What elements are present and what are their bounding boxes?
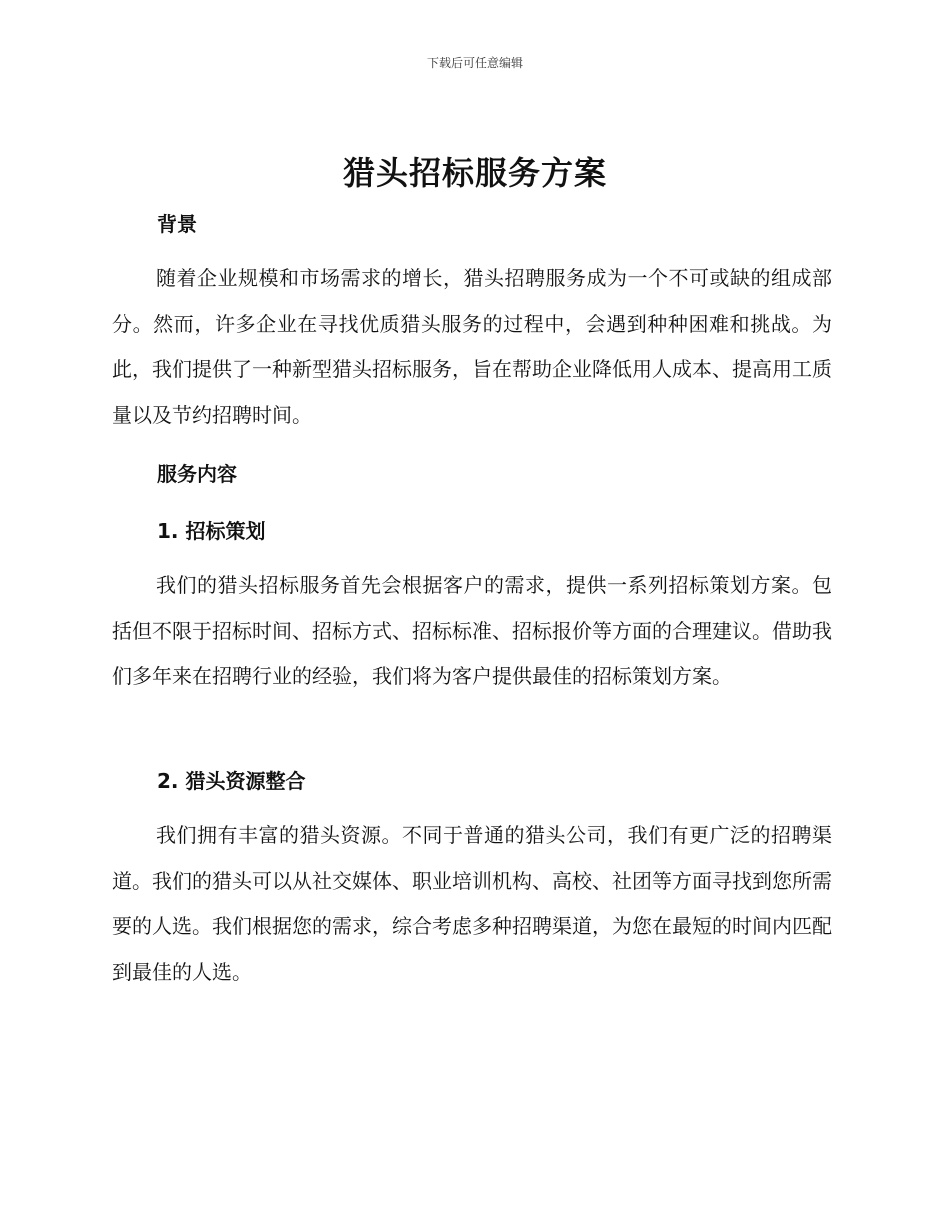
paragraph-bidding-planning: 我们的猎头招标服务首先会根据客户的需求，提供一系列招标策划方案。包括但不限于招标时间、招标方式、招标标准、招标报价等方面的合理建议。借助我们多年来在招聘行业的经验，我们将为客户提供最佳的招标策划方案。 — [112, 573, 832, 688]
paragraph-resource-integration: 我们拥有丰富的猎头资源。不同于普通的猎头公司，我们有更广泛的招聘渠道。我们的猎头可以从社交媒体、职业培训机构、高校、社团等方面寻找到您所需要的人选。我们根据您的需求，综合考虑多种招聘渠道，为您在最短的时间内匹配到最佳的人选。 — [112, 823, 832, 984]
header-note: 下载后可任意编辑 — [426, 56, 523, 70]
subheading-resource-integration: 2. 猎头资源整合 — [157, 769, 306, 793]
subheading-bidding-planning: 1. 招标策划 — [157, 519, 266, 543]
document-title: 猎头招标服务方案 — [342, 154, 607, 192]
section-heading-service: 服务内容 — [157, 462, 237, 486]
section-heading-background: 背景 — [157, 212, 197, 236]
paragraph-background: 随着企业规模和市场需求的增长，猎头招聘服务成为一个不可或缺的组成部分。然而，许多企业在寻找优质猎头服务的过程中，会遇到种种困难和挑战。为此，我们提供了一种新型猎头招标服务，旨在帮助企业降低用人成本、提高用工质量以及节约招聘时间。 — [112, 266, 832, 427]
